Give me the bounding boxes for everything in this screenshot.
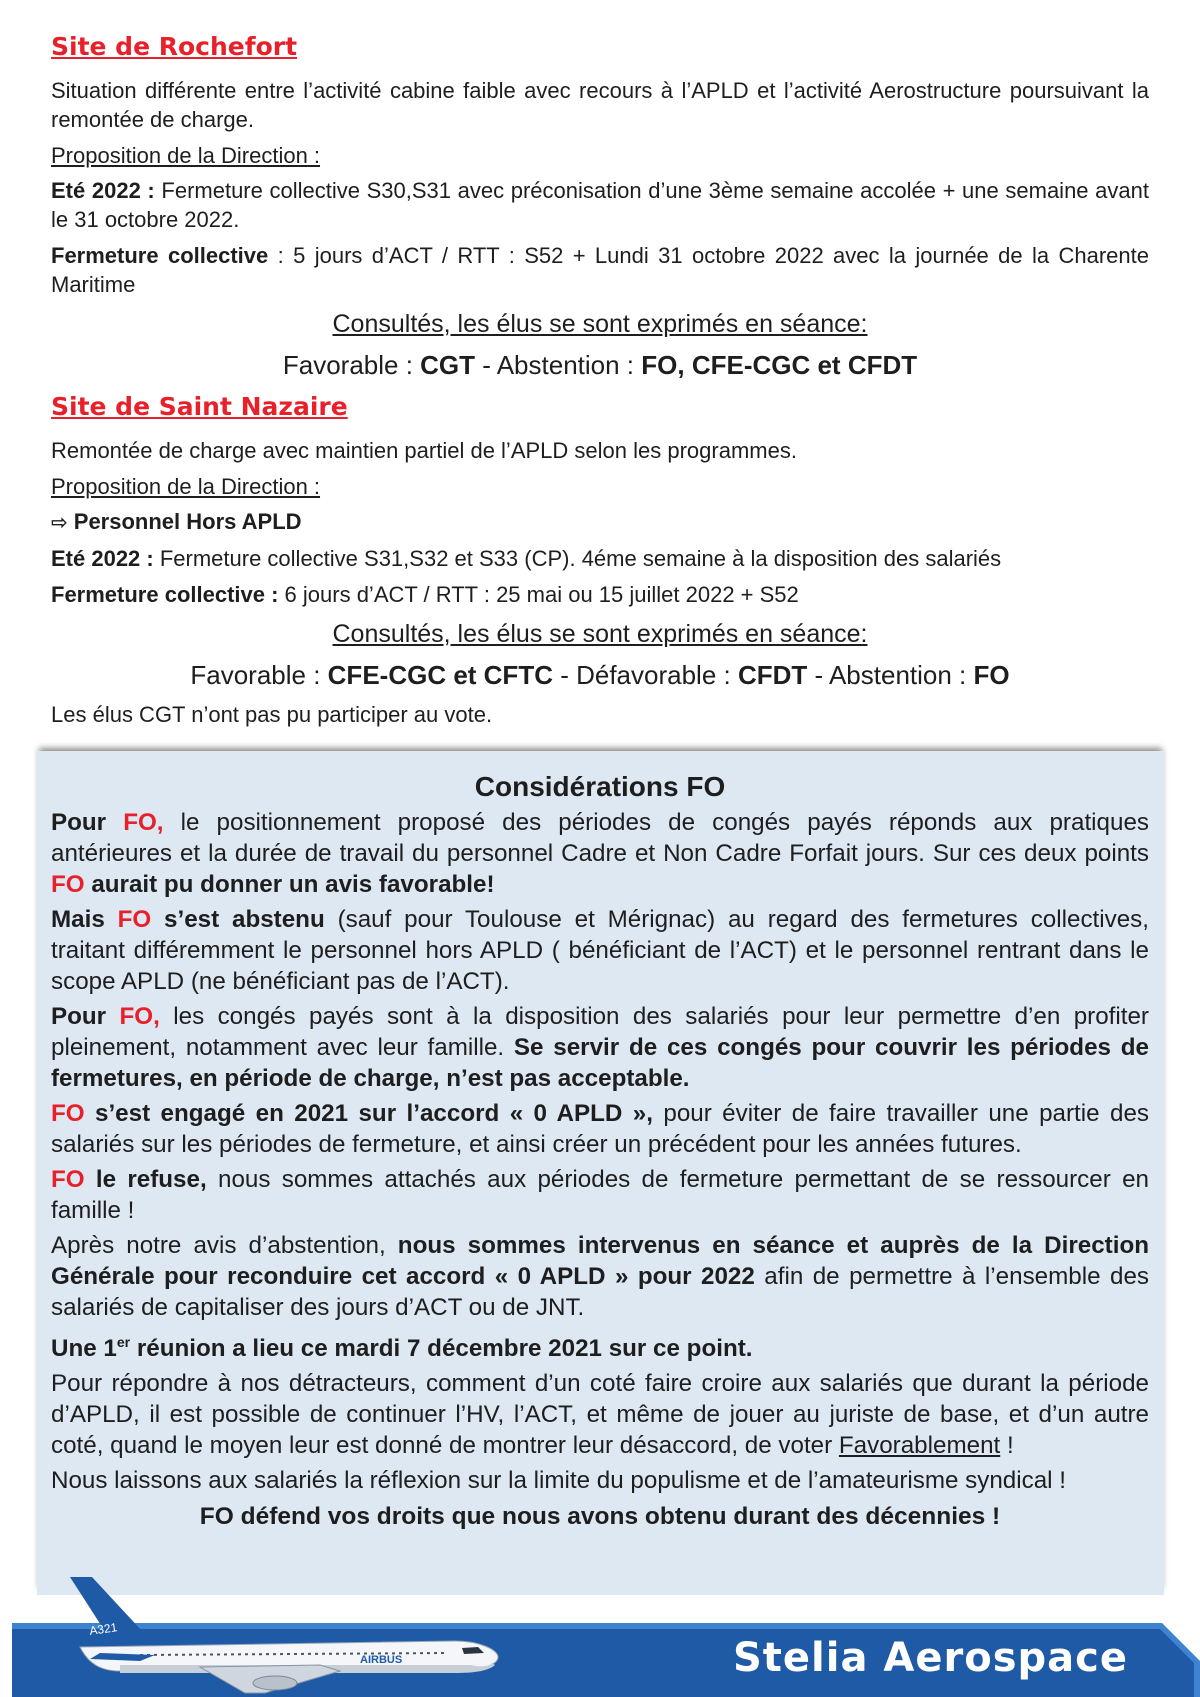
fo-mark: FO [51,1166,85,1193]
ete-label: Eté 2022 : [51,546,154,571]
saint-nazaire-ete [51,544,1149,573]
text: (sauf pour Toulouse et Mérignac) au regard des fermetures collectives, traitant différemment le personnel hors APLD ( bénéficiant de l’ACT) et le personnel rentrant dans le scope APLD (ne bénéficiant pas de l’ACT). [51,906,1149,995]
fermeture-text: 6 jours d’ACT / RTT : 25 mai ou 15 juillet 2022 + S52 [278,582,799,607]
saint-nazaire-fermeture [51,580,1149,609]
vote-abst: FO, CFE-CGC et CFDT [641,350,918,380]
saint-nazaire-consult: Consultés, les élus se sont exprimés en séance: [332,620,868,648]
fo-paragraph-6 [51,1230,1149,1323]
arrow-right-icon: ⇨ [51,510,68,534]
text: Pour [51,809,124,836]
fo-paragraph-3 [51,1001,1149,1094]
rochefort-fermeture [51,241,1149,299]
text: s’est engagé en 2021 sur l’accord « 0 APLD », [84,1100,653,1127]
rochefort-title: Site de Rochefort [51,32,298,61]
plane-tail-label: A321 [88,1620,119,1638]
fo-considerations-box [37,751,1164,1595]
fo-mark: FO, [119,1003,160,1030]
document-page [51,30,1149,736]
fo-paragraph-4 [51,1098,1149,1160]
vote-fav: CGT [420,350,476,380]
rochefort-proposition-label: Proposition de la Direction : [51,143,321,168]
airbus-a321-plane-icon [60,1575,500,1697]
text: Une 1 [51,1335,117,1363]
fo-paragraph-8 [51,1368,1149,1461]
fermeture-label: Fermeture collective : [51,582,279,607]
ete-text: Fermeture collective S30,S31 avec préconisation d’une 3ème semaine accolée + une semaine avant le 31 octobre 2022. [51,178,1149,232]
saint-nazaire-note: Les élus CGT n’ont pas pu participer au vote. [51,702,493,727]
plane-livery: AIRBUS [360,1654,403,1666]
fo-mark: FO [117,906,152,933]
vote-defav: CFDT [737,660,808,690]
text: Se servir de ces congés pour couvrir les périodes de fermetures, en période de charge, n’est pas acceptable. [51,1034,1149,1092]
rochefort-consult: Consultés, les élus se sont exprimés en séance: [332,310,868,338]
text: Mais [51,906,118,933]
vote-sep: - Abstention : [475,350,642,380]
vote-sep1: - Défavorable : [552,660,738,690]
fo-mark: FO [51,1100,85,1127]
text: les congés payés sont à la disposition des salariés pour leur permettre d’en profiter pleinement, notamment avec leur famille. [51,1003,1149,1061]
fo-closing-line: FO défend vos droits que nous avons obtenu durant des décennies ! [199,1503,1001,1531]
superscript: er [116,1334,131,1350]
text: le refuse, [84,1166,207,1193]
vote-fav-label: Favorable : [190,660,328,690]
fermeture-text: : 5 jours d’ACT / RTT : S52 + Lundi 31 octobre 2022 avec la journée de la Charente Maritime [51,243,1150,297]
ete-label: Eté 2022 : [51,178,155,203]
saint-nazaire-hors-apld [51,507,1149,537]
fo-mark: FO, [123,809,164,836]
fo-paragraph-7 [51,1327,1149,1364]
vote-fav: CFE-CGC et CFTC [327,660,553,690]
text: le positionnement proposé des périodes de congés payés réponds aux pratiques antérieures et la durée de travail du personnel Cadre et Non Cadre Forfait jours. Sur ces deux points [51,809,1149,867]
rochefort-ete [51,176,1149,234]
text: Pour [51,1003,120,1030]
fo-paragraph-1 [51,807,1149,900]
fo-paragraph-5 [51,1164,1149,1226]
text: nous sommes intervenus en séance et auprès de la Direction Générale pour reconduire cet accord « 0 APLD » pour 2022 [51,1232,1149,1290]
text: réunion a lieu ce mardi 7 décembre 2021 sur ce point. [130,1335,753,1363]
ete-text: Fermeture collective S31,S32 et S33 (CP). 4éme semaine à la disposition des salariés [153,546,1002,571]
saint-nazaire-title: Site de Saint Nazaire [51,392,348,421]
text: aurait pu donner un avis favorable! [84,871,495,898]
fo-mark: FO [51,871,85,898]
saint-nazaire-proposition-label: Proposition de la Direction : [51,474,321,499]
brand-title: Stelia Aerospace [733,1635,1128,1681]
saint-nazaire-vote [51,656,1149,694]
text: nous sommes attachés aux périodes de fermeture permettant de se ressourcer en famille ! [51,1166,1149,1224]
fo-paragraph-2 [51,904,1149,997]
text: pour éviter de faire travailler une partie des salariés sur les périodes de fermeture, et ainsi créer un précédent pour les années futures. [51,1100,1149,1158]
text: Après notre avis d’abstention, [51,1232,398,1259]
text: afin de permettre à l’ensemble des salariés de capitaliser des jours d’ACT ou de JNT. [51,1263,1149,1321]
text: Favorablement [838,1432,1001,1460]
rochefort-intro: Situation différente entre l’activité cabine faible avec recours à l’APLD et l’activité Aerostructure poursuivant la remontée de charge. [51,78,1149,132]
hors-apld-label: Personnel Hors APLD [73,509,302,534]
rochefort-vote [51,346,1149,384]
text: ! [1000,1432,1014,1460]
fo-title: Considérations FO [474,771,726,802]
text: s’est abstenu [151,906,325,933]
fermeture-label: Fermeture collective [51,243,269,268]
vote-abst: FO [973,660,1010,690]
text: Pour répondre à nos détracteurs, comment d’un coté faire croire aux salariés que durant la période d’APLD, il est possible de continuer l’HV, l’ACT, et même de jouer au juriste de base, et d’un autre coté, quand le moyen leur est donné de montrer leur désaccord, de voter [51,1370,1149,1460]
saint-nazaire-intro: Remontée de charge avec maintien partiel de l’APLD selon les programmes. [51,438,797,463]
fo-paragraph-9: Nous laissons aux salariés la réflexion sur la limite du populisme et de l’amateurisme syndical ! [51,1467,1066,1495]
vote-sep2: - Abstention : [807,660,974,690]
vote-fav-label: Favorable : [282,350,421,380]
